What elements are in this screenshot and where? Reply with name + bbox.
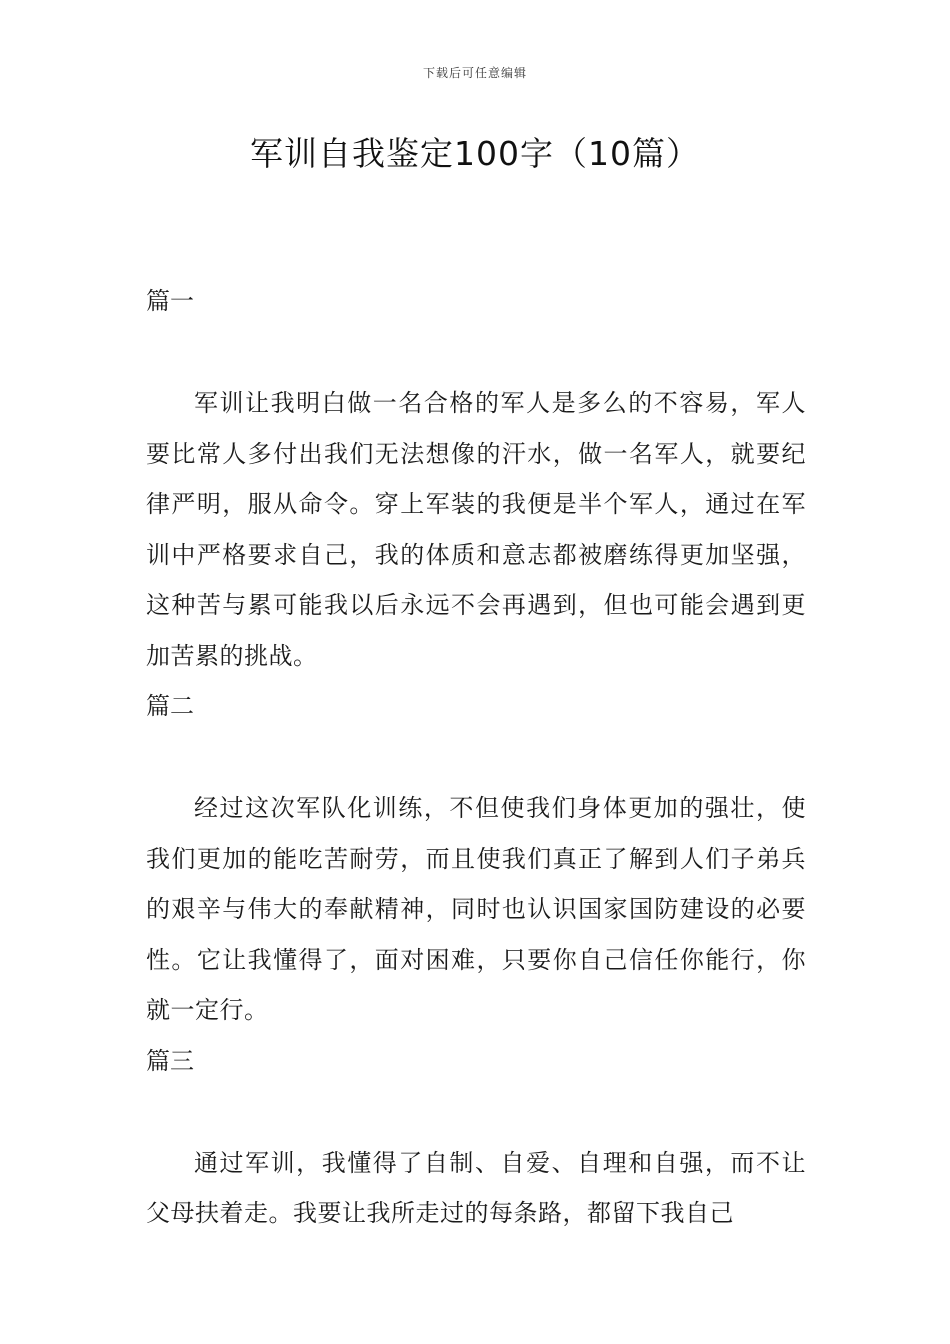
section-1 <box>146 276 806 681</box>
header-note: 下载后可任意编辑 <box>422 66 527 80</box>
section-heading: 篇三 <box>146 1046 194 1075</box>
section-spacer <box>146 731 806 783</box>
document-body <box>146 276 806 1239</box>
section-paragraph: 军训让我明白做一名合格的军人是多么的不容易，军人要比常人多付出我们无法想像的汗水，做一名军人，就要纪律严明，服从命令。穿上军装的我便是半个军人，通过在军训中严格要求自己，我的体质和意志都被磨练得更加坚强，这种苦与累可能我以后永远不会再遇到，但也可能会遇到更加苦累的挑战。 <box>146 389 806 670</box>
section-2 <box>146 681 806 1036</box>
section-heading: 篇一 <box>146 287 194 315</box>
section-heading: 篇二 <box>146 692 194 720</box>
section-spacer <box>146 1086 806 1138</box>
section-spacer <box>146 326 806 378</box>
section-3 <box>146 1036 806 1239</box>
section-paragraph: 通过军训，我懂得了自制、自爱、自理和自强，而不让父母扶着走。我要让我所走过的每条路，都留下我自己 <box>146 1148 806 1227</box>
document-title: 军训自我鉴定100字（10篇） <box>250 134 700 173</box>
section-paragraph: 经过这次军队化训练，不但使我们身体更加的强壮，使我们更加的能吃苦耐劳，而且使我们真正了解到人们子弟兵的艰辛与伟大的奉献精神，同时也认识国家国防建设的必要性。它让我懂得了，面对困难，只要你自己信任你能行，你就一定行。 <box>146 794 806 1024</box>
